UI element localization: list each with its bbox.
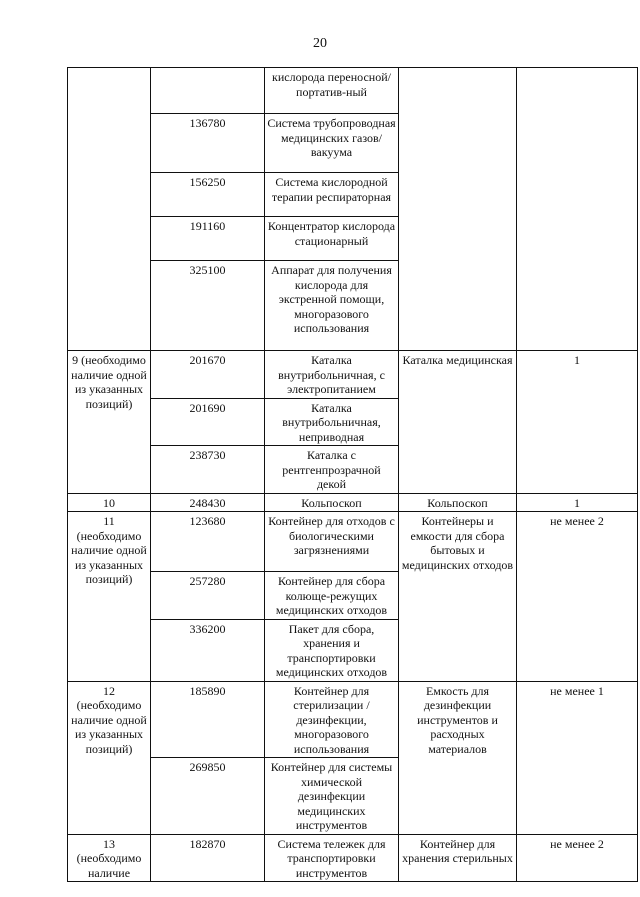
name-cell: Концентратор кислорода стационарный xyxy=(265,217,399,261)
name-cell: Каталка внутрибольничная, неприводная xyxy=(265,398,399,446)
code-cell: 123680 xyxy=(151,512,265,572)
name-cell: Кольпоскоп xyxy=(265,493,399,512)
name-cell: Каталка с рентгенпрозрачной декой xyxy=(265,446,399,494)
code-cell: 201690 xyxy=(151,398,265,446)
name-cell: Система трубопроводная медицинских газов/вакуума xyxy=(265,114,399,173)
row-number-cell: 9 (необходимо наличие одной из указанных позиций) xyxy=(68,351,151,494)
code-cell: 201670 xyxy=(151,351,265,399)
name-cell: Система кислородной терапии респираторная xyxy=(265,173,399,217)
qty-cell: не менее 2 xyxy=(517,834,638,882)
name-cell: кислорода переносной/портатив-ный xyxy=(265,68,399,114)
row-number-cell: 13 (необходимо наличие xyxy=(68,834,151,882)
name-cell: Система тележек для транспортировки инструментов xyxy=(265,834,399,882)
qty-cell: 1 xyxy=(517,493,638,512)
code-cell xyxy=(151,68,265,114)
qty-cell: не менее 1 xyxy=(517,681,638,834)
table-row xyxy=(68,834,638,882)
qty-cell xyxy=(517,68,638,351)
code-cell: 257280 xyxy=(151,572,265,620)
code-cell: 156250 xyxy=(151,173,265,217)
code-cell: 238730 xyxy=(151,446,265,494)
page-number: 20 xyxy=(313,36,327,51)
qty-cell: 1 xyxy=(517,351,638,494)
row-number-cell: 10 xyxy=(68,493,151,512)
type-cell: Контейнеры и емкости для сбора бытовых и медицинских отходов xyxy=(399,512,517,682)
code-cell: 269850 xyxy=(151,758,265,835)
table-row xyxy=(68,68,638,114)
row-number-cell: 11 (необходимо наличие одной из указанных позиций) xyxy=(68,512,151,682)
code-cell: 336200 xyxy=(151,619,265,681)
row-number-cell: 12 (необходимо наличие одной из указанных позиций) xyxy=(68,681,151,834)
table-row xyxy=(68,493,638,512)
name-cell: Контейнер для отходов с биологическими загрязнениями xyxy=(265,512,399,572)
table-row xyxy=(68,681,638,758)
row-number-cell xyxy=(68,68,151,351)
code-cell: 136780 xyxy=(151,114,265,173)
name-cell: Контейнер для сбора колюще-режущих медицинских отходов xyxy=(265,572,399,620)
code-cell: 182870 xyxy=(151,834,265,882)
type-cell: Кольпоскоп xyxy=(399,493,517,512)
qty-cell: не менее 2 xyxy=(517,512,638,682)
name-cell: Пакет для сбора, хранения и транспортировки медицинских отходов xyxy=(265,619,399,681)
code-cell: 325100 xyxy=(151,261,265,351)
name-cell: Каталка внутрибольничная, с электропитанием xyxy=(265,351,399,399)
name-cell: Аппарат для получения кислорода для экстренной помощи, многоразового использования xyxy=(265,261,399,351)
equipment-table xyxy=(67,67,638,882)
name-cell: Контейнер для системы химической дезинфекции медицинских инструментов xyxy=(265,758,399,835)
type-cell: Емкость для дезинфекции инструментов и расходных материалов xyxy=(399,681,517,834)
code-cell: 248430 xyxy=(151,493,265,512)
name-cell: Контейнер для стерилизации /дезинфекции, многоразового использования xyxy=(265,681,399,758)
code-cell: 191160 xyxy=(151,217,265,261)
table-row xyxy=(68,512,638,572)
type-cell: Каталка медицинская xyxy=(399,351,517,494)
table-row xyxy=(68,351,638,399)
code-cell: 185890 xyxy=(151,681,265,758)
type-cell xyxy=(399,68,517,351)
type-cell: Контейнер для хранения стерильных xyxy=(399,834,517,882)
